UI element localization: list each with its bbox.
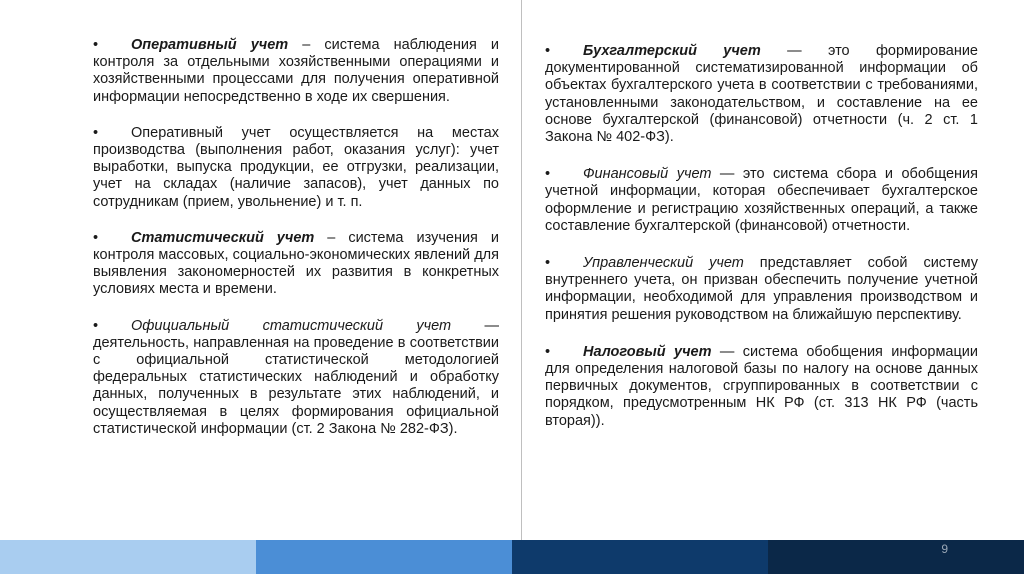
definition-text: — это формирование документированной систематизированной информации об объектах бухгалтерского учета в соответствии с требованиями, установленными законодательством, и составление на ее основе бухгалтерской (финансовой) отчетности (ч. 2 ст. 1 Закона № 402-ФЗ).	[545, 43, 978, 146]
paragraph-statistical-accounting	[93, 230, 499, 299]
definition-text: – система наблюдения и контроля за отдельными хозяйственными операциями и хозяйственными процессами для получения оперативной информации непосредственно в ходе их свершения.	[93, 37, 499, 105]
term-official-statistical-accounting: Официальный статистический учет	[131, 317, 452, 334]
paragraph-operational-accounting-places	[93, 125, 499, 211]
bullet-marker: •	[545, 166, 551, 183]
footer-segment-dark-blue	[512, 540, 768, 574]
definition-text: — система обобщения информации для определения налоговой базы по налогу на основе данных первичных документов, сгруппированных в соответствии с порядком, предусмотренным НК РФ (ст. 313 НК РФ (часть вторая)).	[545, 343, 978, 429]
paragraph-financial-accounting	[545, 166, 978, 235]
bullet-marker: •	[545, 343, 551, 360]
page-number: 9	[941, 542, 948, 556]
definition-text: представляет собой систему внутреннего учета, он призван обеспечить получение учетной информации, необходимой для управления производством и принятия решения руководством на ближайшую перспективу.	[545, 255, 978, 323]
right-column	[545, 43, 978, 450]
paragraph-bookkeeping	[545, 43, 978, 146]
term-financial-accounting: Финансовый учет	[583, 166, 712, 183]
definition-text: — это система сбора и обобщения учетной информации, которая обеспечивает бухгалтерское оформление и регистрацию хозяйственных операций, а также составление бухгалтерской (финансовой) отчетности.	[545, 166, 978, 234]
term-tax-accounting: Налоговый учет	[583, 343, 712, 360]
definition-text: – система изучения и контроля массовых, социально-экономических явлений для выявления закономерностей их развития в конкретных условиях места и времени.	[93, 229, 499, 298]
footer-segment-navy	[768, 540, 1024, 574]
footer-segment-blue	[256, 540, 512, 574]
paragraph-operational-accounting	[93, 37, 499, 106]
paragraph-official-statistical-accounting	[93, 318, 499, 438]
column-divider	[521, 0, 522, 540]
bullet-marker: •	[93, 317, 99, 334]
term-bookkeeping: Бухгалтерский учет	[583, 43, 761, 59]
left-column	[93, 37, 499, 457]
term-management-accounting: Управленческий учет	[583, 255, 744, 272]
bullet-marker: •	[545, 43, 551, 59]
footer-segment-light-blue	[0, 540, 256, 574]
bullet-marker: •	[93, 124, 99, 141]
paragraph-tax-accounting	[545, 344, 978, 430]
bullet-marker: •	[545, 255, 551, 272]
definition-text: — деятельность, направленная на проведение в соответствии с официальной статистической методологией федеральных статистических наблюдений и обработку данных, полученных в результате этих наблюдений, и осуществляемая в целях формирования официальной статистической информации (ст. 2 Закона № 282-ФЗ).	[93, 317, 500, 437]
bullet-marker: •	[93, 229, 99, 246]
footer-band	[0, 540, 1024, 574]
paragraph-text: Оперативный учет осуществляется на местах производства (выполнения работ, оказания услуг): учет выработки, выпуска продукции, ее отгрузки, реализации, учет на складах (наличие запасов), учет данных по сотрудникам (прием, увольнение) и т. п.	[93, 124, 499, 210]
paragraph-management-accounting	[545, 255, 978, 324]
bullet-marker: •	[93, 37, 99, 53]
term-operational-accounting: Оперативный учет	[131, 37, 289, 53]
term-statistical-accounting: Статистический учет	[131, 229, 315, 246]
